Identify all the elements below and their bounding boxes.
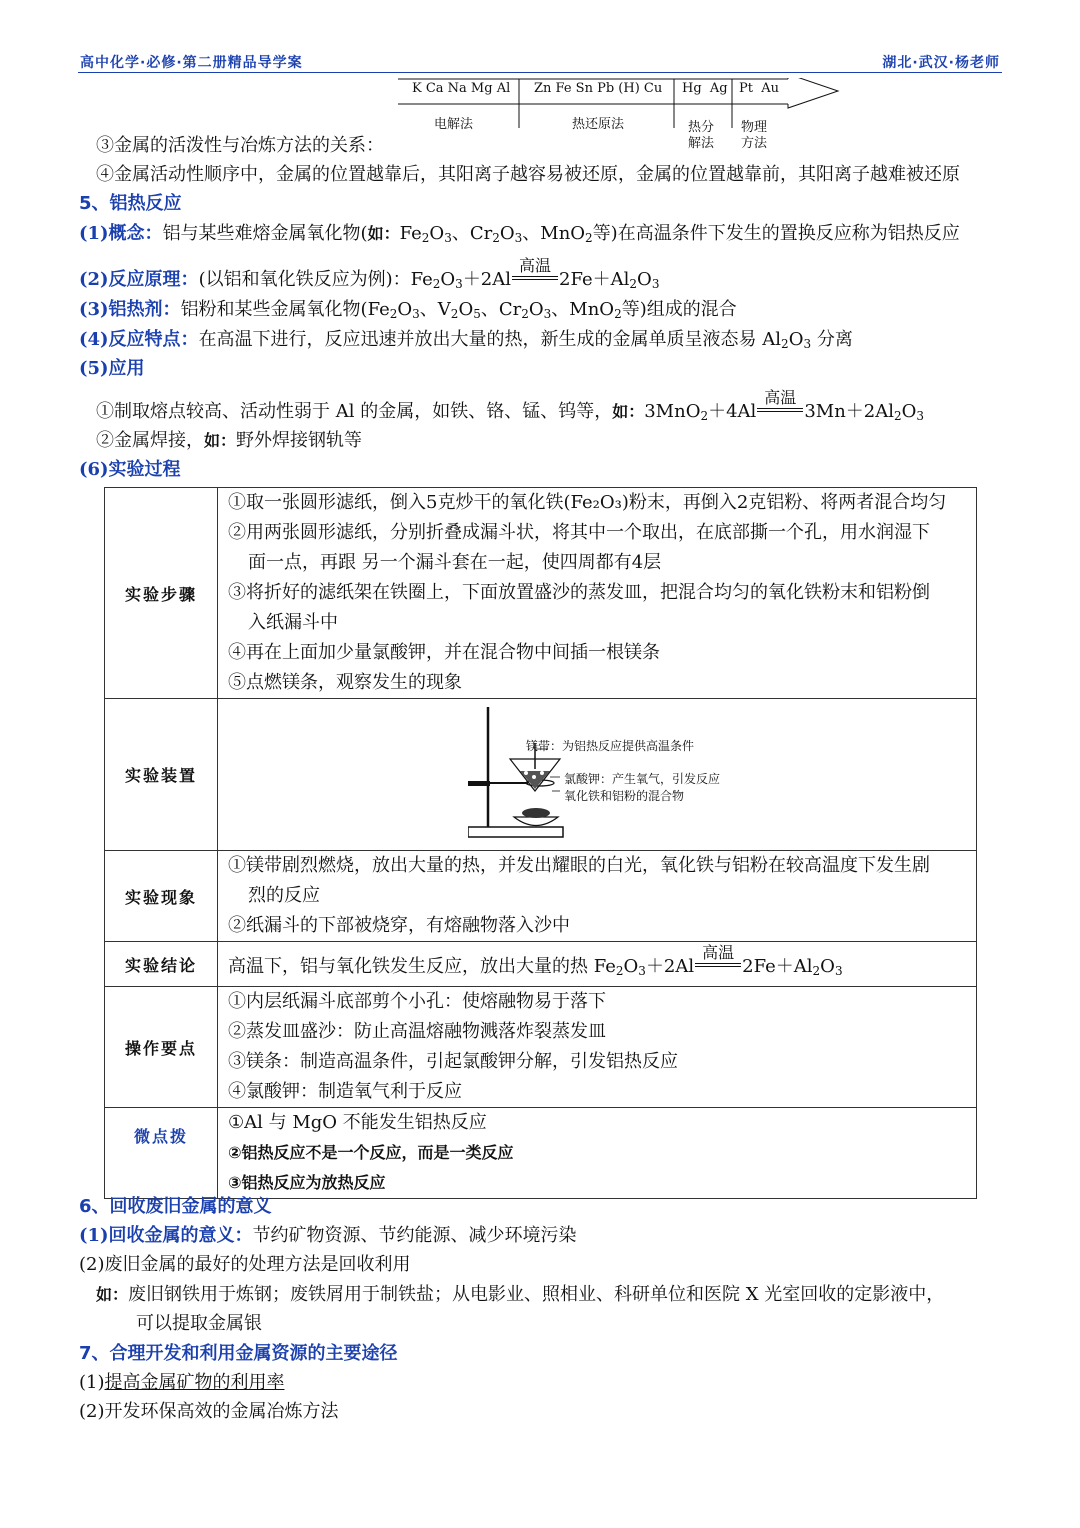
method-physical-2: 方法: [741, 136, 768, 151]
conclusion-line: [228, 942, 976, 986]
recycle-example-marker: 如：: [96, 1285, 129, 1304]
sub: 2: [894, 409, 902, 423]
label-mg-ribbon: 镁带：为铝热反应提供高温条件: [526, 739, 695, 753]
experiment-table: [104, 487, 977, 1199]
concept-text-1: 铝与某些难熔金属氧化物(: [162, 223, 368, 244]
app2-example-marker: 如：: [204, 431, 237, 450]
thermite-o: O: [397, 299, 413, 320]
sub: 3: [444, 231, 452, 245]
principle-o: O: [440, 269, 456, 290]
table-row: [105, 851, 977, 942]
app1-example-marker: 如：: [612, 402, 645, 421]
sub: 2: [615, 964, 624, 978]
principle-al: ＋2Al: [462, 269, 512, 290]
sub: 2: [421, 231, 430, 245]
conclusion-text: 高温下，铝与氧化铁发生反应，放出大量的热 Fe: [228, 956, 616, 977]
thermite-mno: 、MnO: [551, 299, 615, 320]
sub: 3: [455, 277, 463, 291]
sub: 3: [638, 964, 646, 978]
header-author: 湖北·武汉·杨老师: [882, 55, 1000, 71]
tip-header: 微点拨: [105, 1108, 218, 1199]
approach-1-text: 提高金属矿物的利用率: [104, 1372, 285, 1393]
feature-line: [79, 325, 853, 359]
sub: 2: [700, 409, 709, 423]
header-title: 高中化学·必修·第二册精品导学案: [80, 55, 303, 71]
thermite-v: 、V: [419, 299, 451, 320]
recycle-method: (2)废旧金属的最好的处理方法是回收利用: [79, 1254, 411, 1275]
application-label: (5)应用: [79, 358, 145, 379]
sub: 3: [651, 277, 660, 291]
app2-text: ②金属焊接，: [96, 430, 204, 451]
concept-text-2: 等)在高温条件下发生的置换反应称为铝热反应: [592, 223, 960, 244]
operation-header: 操作要点: [105, 987, 218, 1108]
method-thermal-decomp-1: 热分: [688, 120, 715, 135]
concept-line: [79, 219, 960, 253]
method-thermal-reduction: 热还原法: [572, 117, 625, 132]
app1-mno: 3MnO: [644, 401, 701, 422]
thermite-text-2: 等)组成的混合: [621, 299, 737, 320]
sub: 3: [916, 409, 925, 423]
app2-text-2: 野外焊接钢轨等: [236, 430, 363, 451]
concept-example-marker: 如：: [367, 224, 400, 243]
thermite-o2: O: [458, 299, 474, 320]
sub: 3: [412, 307, 420, 321]
thermite-o3: O: [528, 299, 544, 320]
series-group-2: Zn Fe Sn Pb (H) Cu: [534, 81, 663, 96]
concept-mno: 、MnO: [522, 223, 586, 244]
section-5-title: 5、铝热反应: [79, 193, 182, 214]
approach-1-num: (1): [79, 1372, 105, 1393]
sub: 2: [812, 964, 821, 978]
feature-text: 在高温下进行，反应迅速并放出大量的热，新生成的金属单质呈液态易 Al: [198, 329, 782, 350]
thermite-cr: 、Cr: [480, 299, 522, 320]
principle-line: [79, 256, 660, 299]
conclusion-product: 2Fe＋Al: [742, 956, 813, 977]
apparatus-header: 实验装置: [105, 699, 218, 851]
operation-line: ②蒸发皿盛沙：防止高温熔融物溅落炸裂蒸发皿: [228, 1021, 606, 1042]
table-row: [105, 488, 977, 699]
table-row: [105, 1108, 977, 1199]
concept-o2: O: [499, 223, 515, 244]
sub: 2: [389, 307, 398, 321]
sub: 5: [473, 307, 481, 321]
reaction-condition-sign: [512, 256, 558, 287]
conclusion-header: 实验结论: [105, 942, 218, 987]
table-row: [105, 987, 977, 1108]
step-line: 面一点，再跟 另一个漏斗套在一起，使四周都有4层: [248, 552, 662, 573]
principle-text: (以铝和氧化铁反应为例)：Fe: [198, 269, 433, 290]
concept-cr: 、Cr: [451, 223, 493, 244]
reaction-condition-sign: [757, 388, 803, 419]
operation-line: ①内层纸漏斗底部剪个小孔：使熔融物易于落下: [228, 991, 606, 1012]
condition-label: 高温: [764, 388, 797, 407]
recycle-example-text: 废旧钢铁用于炼钢；废铁屑用于制铁盐；从电影业、照相业、科研单位和医院 X 光室回收的定影液中，: [128, 1284, 945, 1305]
steps-header: 实验步骤: [105, 488, 218, 699]
sub: 3: [834, 964, 843, 978]
condition-label: 高温: [519, 256, 552, 275]
sub: 2: [492, 231, 500, 245]
activity-series-diagram: [398, 78, 843, 151]
application-2: [96, 426, 362, 456]
approach-1: [79, 1368, 285, 1398]
concept-label: (1)概念：: [79, 223, 163, 244]
table-row: [105, 942, 977, 987]
phenomenon-cell: [218, 851, 977, 942]
principle-label: (2)反应原理：: [79, 269, 199, 290]
method-electrolysis: 电解法: [434, 117, 474, 132]
approach-2: (2)开发环保高效的金属冶炼方法: [79, 1401, 339, 1422]
step-line: ②用两张圆形滤纸，分别折叠成漏斗状，将其中一个取出，在底部撕一个孔，用水润湿下: [228, 522, 930, 543]
sub: 2: [432, 277, 441, 291]
label-mixture: 氧化铁和铝粉的混合物: [564, 789, 685, 803]
apparatus-cell: [218, 699, 977, 851]
operation-cell: [218, 987, 977, 1108]
header-rule: [78, 72, 1002, 73]
sub: 3: [803, 337, 812, 351]
operation-line: ③镁条：制造高温条件，引起氯酸钾分解，引发铝热反应: [228, 1051, 678, 1072]
recycle-text: 节约矿物资源、节约能源、减少环境污染: [252, 1225, 577, 1246]
tip-line: ②铝热反应不是一个反应，而是一类反应: [228, 1143, 514, 1162]
tip-cell: [218, 1108, 977, 1199]
sub: 2: [614, 307, 622, 321]
step-line: ③将折好的滤纸架在铁圈上，下面放置盛沙的蒸发皿，把混合均匀的氧化铁粉末和铝粉倒: [228, 582, 930, 603]
sub: 2: [585, 231, 593, 245]
sub: 3: [514, 231, 523, 245]
table-row: [105, 699, 977, 851]
para-activity-relation: ③金属的活泼性与冶炼方法的关系：: [96, 135, 384, 156]
step-line: ⑤点燃镁条，观察发生的现象: [228, 672, 462, 693]
step-line: ④再在上面加少量氯酸钾，并在混合物中间插一根镁条: [228, 642, 660, 663]
phenomenon-header: 实验现象: [105, 851, 218, 942]
principle-product: 2Fe＋Al: [559, 269, 630, 290]
recycle-example: [96, 1280, 944, 1310]
operation-line: ④氯酸钾：制造氧气利于反应: [228, 1081, 462, 1102]
condition-label: 高温: [702, 943, 735, 962]
sub: 2: [521, 307, 529, 321]
reaction-condition-sign: [695, 943, 741, 974]
concept-fe: Fe: [399, 223, 422, 244]
label-kclo3: 氯酸钾：产生氧气，引发反应: [564, 772, 721, 786]
recycle-meaning: [79, 1221, 577, 1251]
tip-line: ①Al 与 MgO 不能发生铝热反应: [228, 1112, 487, 1133]
phenomenon-line: ②纸漏斗的下部被烧穿，有熔融物落入沙中: [228, 915, 570, 936]
thermite-line: [79, 295, 737, 329]
feature-text-2: 分离: [811, 329, 853, 350]
sub: 2: [629, 277, 638, 291]
experiment-label: (6)实验过程: [79, 459, 181, 480]
steps-cell: [218, 488, 977, 699]
step-line: 入纸漏斗中: [248, 612, 338, 633]
app1-product: 3Mn＋2Al: [804, 401, 894, 422]
method-thermal-decomp-2: 解法: [688, 136, 715, 151]
series-group-4: Pt Au: [739, 81, 779, 96]
feature-label: (4)反应特点：: [79, 329, 199, 350]
feature-o: O: [788, 329, 804, 350]
thermite-text: 铝粉和某些金属氧化物(Fe: [180, 299, 390, 320]
app1-text: ①制取熔点较高、活动性弱于 Al 的金属，如铁、铬、锰、钨等，: [96, 401, 613, 422]
conclusion-cell: [218, 942, 977, 987]
sub: 3: [543, 307, 552, 321]
phenomenon-line: ①镁带剧烈燃烧，放出大量的热，并发出耀眼的白光，氧化铁与铝粉在较高温度下发生剧: [228, 855, 930, 876]
app1-al: ＋4Al: [708, 401, 757, 422]
conclusion-o: O: [623, 956, 639, 977]
sub: 2: [450, 307, 459, 321]
method-physical-1: 物理: [741, 120, 768, 135]
recycle-label: (1)回收金属的意义：: [79, 1225, 253, 1246]
concept-o: O: [429, 223, 445, 244]
section-7-title: 7、合理开发和利用金属资源的主要途径: [79, 1343, 398, 1364]
sub: 2: [781, 337, 789, 351]
principle-o3: O: [637, 269, 652, 290]
section-6-title: 6、回收废旧金属的意义: [79, 1196, 272, 1217]
tip-line: ③铝热反应为放热反应: [228, 1173, 386, 1192]
app1-o: O: [901, 401, 917, 422]
series-group-1: K Ca Na Mg Al: [412, 81, 511, 96]
conclusion-al: ＋2Al: [645, 956, 695, 977]
series-group-3: Hg Ag: [682, 81, 728, 96]
conclusion-o3: O: [820, 956, 835, 977]
recycle-example-cont: 可以提取金属银: [136, 1313, 262, 1334]
phenomenon-line: 烈的反应: [248, 885, 320, 906]
step-line: ①取一张圆形滤纸，倒入5克炒干的氧化铁(Fe₂O₃)粉末，再倒入2克铝粉、将两者混合均匀: [228, 492, 947, 513]
para-cation-reduction: ④金属活动性顺序中，金属的位置越靠后，其阳离子越容易被还原，金属的位置越靠前，其阳离子越难被还原: [96, 164, 960, 185]
thermite-label: (3)铝热剂：: [79, 299, 181, 320]
